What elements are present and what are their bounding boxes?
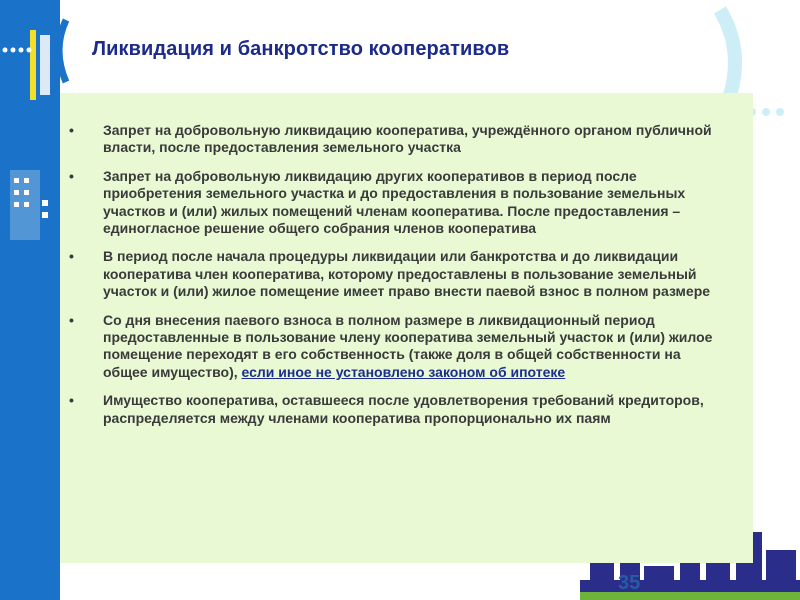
bullet-icon: • [69,167,74,184]
bullet-icon: • [69,122,74,138]
mortgage-law-link[interactable]: если иное не установлено законом об ипотеке [241,363,566,380]
bullet-item [69,392,715,427]
bullet-item [69,311,715,382]
page-number: 35 [618,572,641,594]
bullet-text: Запрет на добровольную ликвидацию других кооперативов в период после приобретения земельного участка и до предоставления в пользование земельных участков и (или) жилых помещений членам кооператива. После предоставления – единогласное решение общего собрания членов кооператива [103,167,686,237]
bullet-list [69,122,715,438]
slide-title: Ликвидация и банкротство кооперативов [92,38,510,60]
bullet-icon: • [69,311,74,328]
bullet-item [69,248,715,300]
bullet-item [69,167,715,238]
bullet-text: Со дня внесения паевого взноса в полном размере в ликвидационный период предоставленные в пользование члену кооператива земельный участок и (или) жилое помещение переходят в его собственность (также доля в общей собственности на общее имущество), [103,311,713,380]
bullet-icon: • [69,392,74,409]
bullet-item [69,122,715,157]
bullet-text: Запрет на добровольную ликвидацию кооператива, учреждённого органом публичной власти, после предоставления земельного участка [103,122,712,156]
bullet-icon: • [69,248,74,265]
bullet-text: В период после начала процедуры ликвидации или банкротства и до ликвидации кооператива член кооператива, которому предоставлены в пользование земельный участок и (или) жилое помещение имеет право внести паевой взнос в полном размере [103,248,711,300]
content-panel [60,93,753,563]
bullet-text: Имущество кооператива, оставшееся после удовлетворения требований кредиторов, распределяется между членами кооператива пропорционально их паям [103,392,704,426]
